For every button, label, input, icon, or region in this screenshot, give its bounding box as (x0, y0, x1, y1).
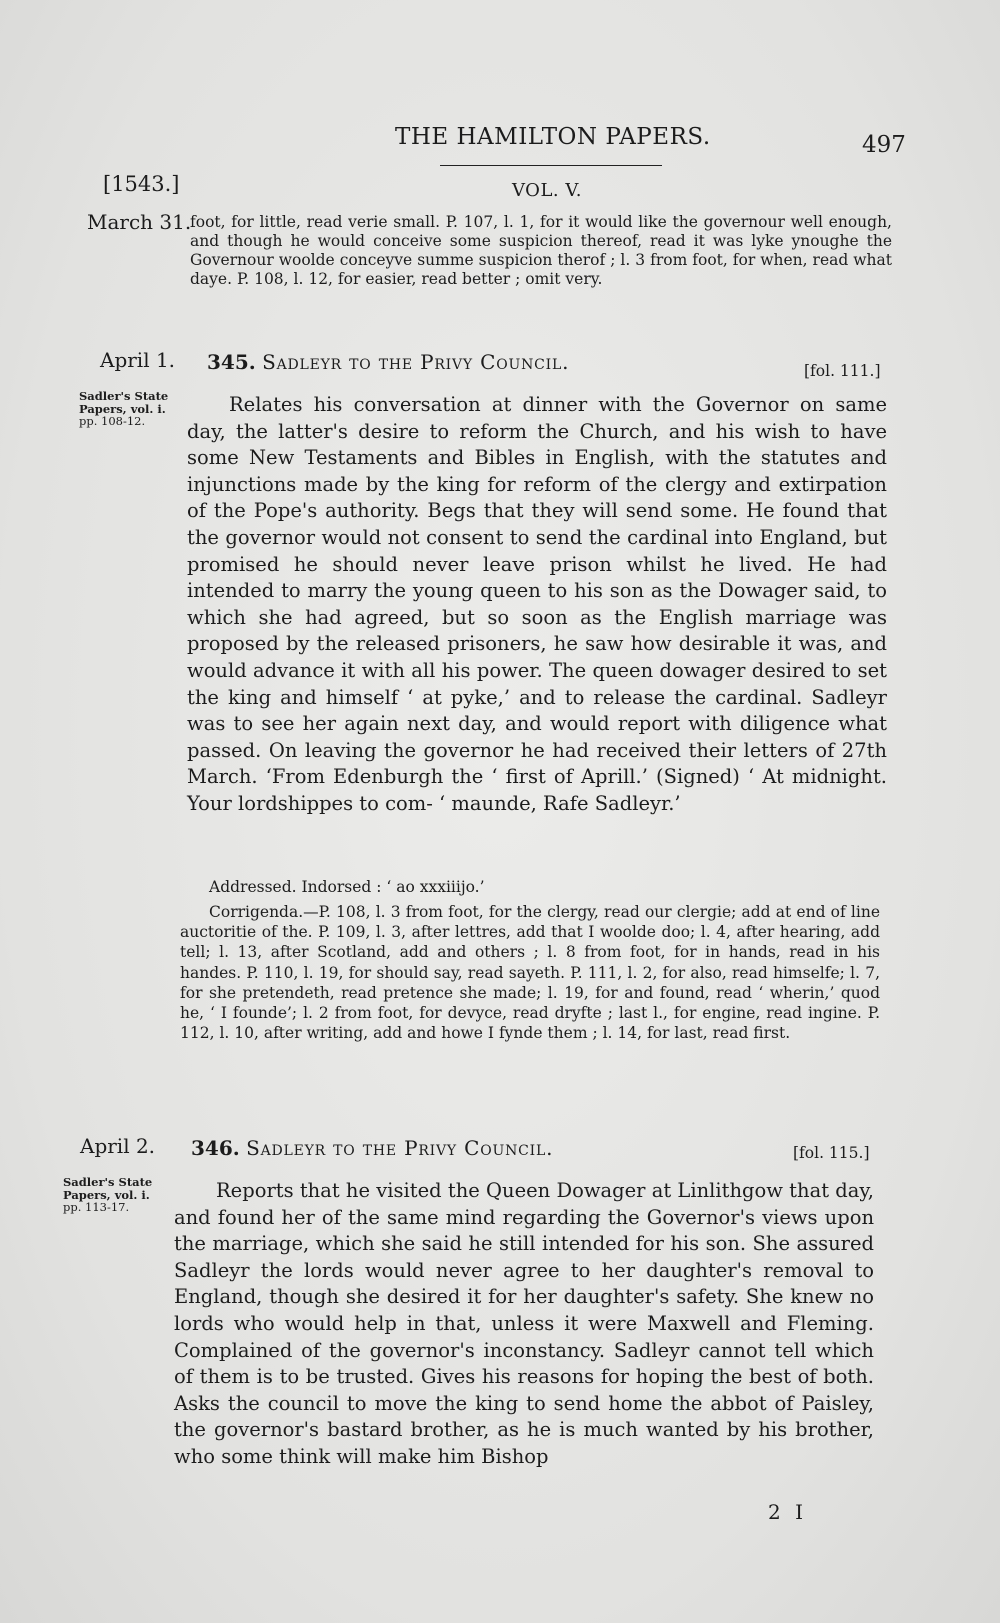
folio-reference: [fol. 115.] (793, 1144, 870, 1162)
entry-date: April 2. (80, 1134, 156, 1158)
letter-body: Reports that he visited the Queen Dowager at Linlithgow that day, and found her of the same mind regarding the Governor's views upon the marriage, which she said he still intended for his son. She assured Sadleyr the lords would never agree to her daughter's removal to England, though she desired it for her daughter's safety. She knew no lords who would help in that, unless it were Maxwell and Fleming. Complained of the governor's inconstancy. Sadleyr cannot tell which of them is to be trusted. Gives his reasons for hoping the best of both. Asks the council to move the king to send home the abbot of Paisley, the governor's bastard brother, as he is much wanted by his brother, who some think will make him Bishop (174, 1179, 874, 1468)
source-note (63, 1176, 163, 1214)
source-note (79, 390, 179, 428)
letter-body: Relates his conversation at dinner with the Governor on same day, the latter's desire to reform the Church, and his wish to have some New Testaments and Bibles in English, with the statutes and injunctions made by the king for reform of the clergy and extirpation of the Pope's authority. Begs that they will send some. He found that the governor would not consent to send the cardinal into England, but promised he should never leave prison whilst he lived. He had intended to marry the young queen to his son as the Dowager said, to which she had agreed, but so soon as the English marriage was proposed by the released prisoners, he saw how desirable it was, and would advance it with all his power. The queen dowager desired to set the king and himself ‘ at pyke,’ and to release the cardinal. Sadleyr was to see her again next day, and would report with diligence what passed. On leaving the governor he had received their letters of 27th March. ‘From Edenburgh the ‘ first of Aprill.’ (Signed) ‘ At midnight. Your lordshippes to com- ‘ maunde, Rafe Sadleyr.’ (187, 393, 887, 815)
source-line: Sadler's State (63, 1175, 153, 1189)
year-marker: [1543.] (103, 172, 180, 196)
source-line: Papers, vol. i. (63, 1187, 150, 1202)
running-title: THE HAMILTON PAPERS. (395, 124, 711, 150)
continuation-text: foot, for little, read verie small. P. 107, l. 1, for it would like the governour well enough, and though he would conceive some suspicion thereof, read it was lyke ynoughe the Governour woolde conceyve summe suspicion therof ; l. 3 from foot, for when, read what daye. P. 108, l. 12, for easier, read better ; omit very. (190, 213, 892, 288)
letter-number: 346. (191, 1136, 240, 1160)
addressed-note: Addressed. Indorsed : ‘ ao xxxiiijo.’ (209, 878, 485, 896)
entry-date: April 1. (100, 348, 176, 372)
printer-signature: 2 I (768, 1500, 807, 1524)
source-line: pp. 113-17. (63, 1200, 130, 1214)
letter-heading (191, 1136, 553, 1160)
source-line: pp. 108-12. (79, 414, 146, 428)
corrigenda: Corrigenda.—P. 108, l. 3 from foot, for the clergy, read our clergie; add at end of line auctoritie of the. P. 109, l. 3, after lettres, add that I woolde doo; l. 4, after hearing, add tell; l. 13, after Scotland, add and others ; l. 8 from foot, for in hands, read in his handes. P. 110, l. 19, for should say, read sayeth. P. 111, l. 2, for also, read himselfe; l. 7, for she pretendeth, read pretence she made; l. 19, for and found, read ‘ wherin,’ quod he, ‘ I founde’; l. 2 from foot, for devyce, read dryfte ; last l., for engine, read ingine. P. 112, l. 10, after writing, add and howe I fynde them ; l. 14, for last, read first. (180, 903, 880, 1043)
letter-number: 345. (207, 350, 256, 374)
letter-heading (207, 350, 569, 374)
entry-date: March 31. (87, 210, 192, 234)
source-line: Papers, vol. i. (79, 401, 166, 416)
letter-title: Sadleyr to the Privy Council. (246, 1136, 554, 1160)
title-rule (440, 165, 662, 166)
source-line: Sadler's State (79, 389, 169, 403)
volume-label: VOL. V. (512, 180, 582, 201)
page-number: 497 (862, 132, 906, 158)
folio-reference: [fol. 111.] (804, 362, 881, 380)
letter-title: Sadleyr to the Privy Council. (262, 350, 570, 374)
